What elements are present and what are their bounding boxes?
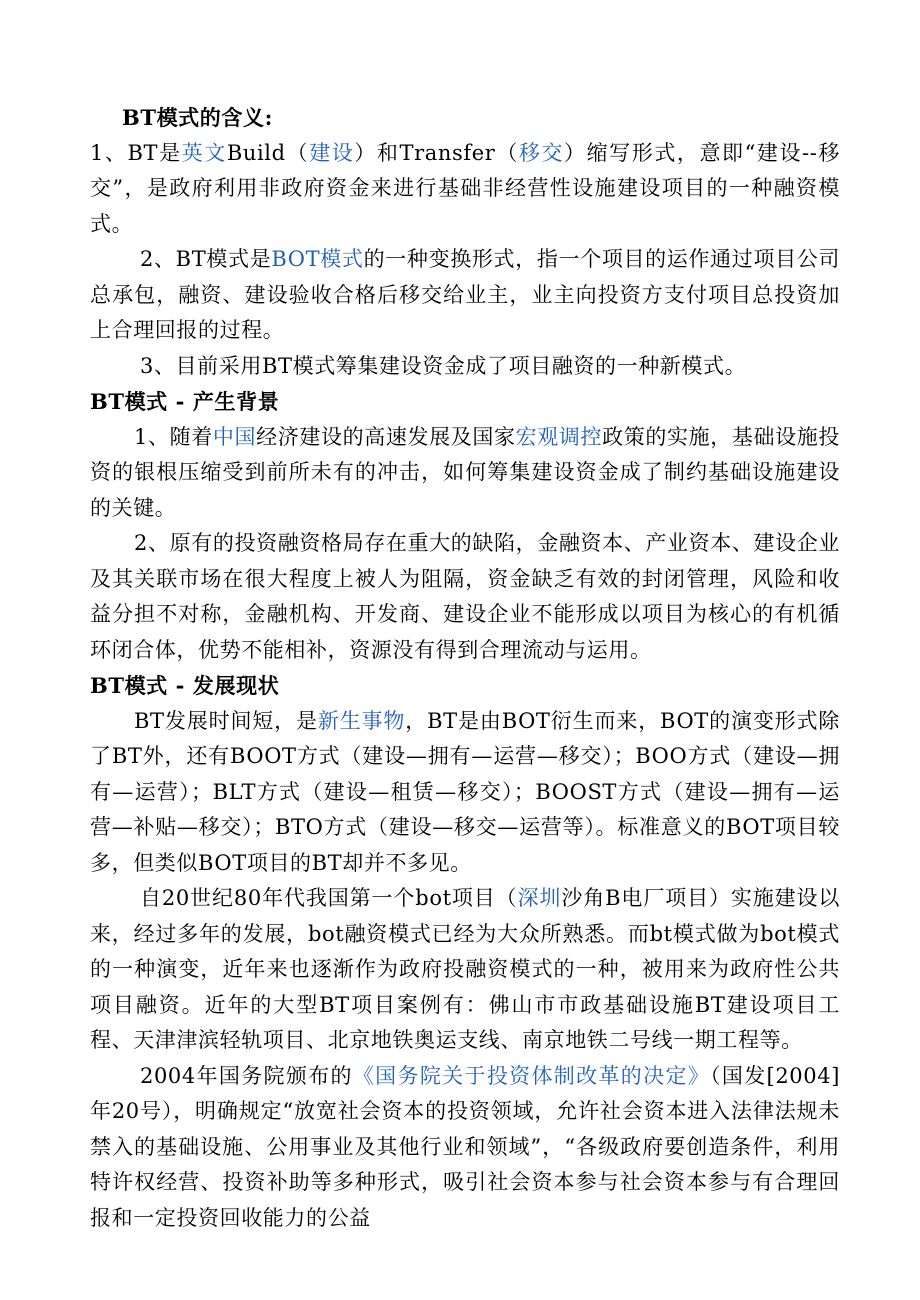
paragraph-meaning-3: 3、目前采用BT模式筹集建设资金成了项目融资的一种新模式。 [140,353,747,378]
document-body [90,100,840,1236]
paragraph-background-1: 1、随着中国经济建设的高速发展及国家宏观调控政策的实施，基础设施投资的银根压缩受到前所未有的冲击，如何筹集建设资金成了制约基础设施建设的关键。 [90,424,841,520]
heading-bt-status: BT模式 - 发展现状 [90,673,280,698]
paragraph-status-1: BT发展时间短，是新生事物，BT是由BOT衍生而来，BOT的演变形式除了BT外，还有BOOT方式（建设—拥有—运营—移交）；BOO方式（建设—拥有—运营）；BLT方式（建设—租赁—移交）；BOOST方式（建设—拥有—运营—补贴—移交）；BTO方式（建设—移交—运营等）。标准意义的BOT项目较多，但类似BOT项目的BT却并不多见。 [90,708,840,875]
link-state-council-decision[interactable]: 《国务院关于投资体制改革的决定》 [352,1063,711,1088]
link-macro-control[interactable]: 宏观调控 [515,424,603,449]
link-english[interactable]: 英文 [181,140,227,165]
paragraph-status-2: 自20世纪80年代我国第一个bot项目（深圳沙角B电厂项目）实施建设以来，经过多年的发展，bot融资模式已经为大众所熟悉。而bt模式做为bot模式的一种演变，近年来也逐渐作为政府投融资模式的一种，被用来为政府性公共项目融资。近年的大型BT项目案例有：佛山市市政基础设施BT建设项目工程、天津津滨轻轨项目、北京地铁奥运支线、南京地铁二号线一期工程等。 [90,886,841,1052]
link-transfer[interactable]: 移交 [518,140,565,165]
link-china[interactable]: 中国 [212,424,257,449]
link-new-thing[interactable]: 新生事物 [317,708,406,733]
heading-bt-meaning: BT模式的含义: [122,105,273,130]
link-shenzhen[interactable]: 深圳 [517,886,562,910]
paragraph-meaning-1: 1、BT是英文Build（建设）和Transfer（移交）缩写形式，意即“建设--移交”，是政府利用非政府资金来进行基础非经营性设施建设项目的一种融资模式。 [90,140,840,236]
paragraph-meaning-2: 2、BT模式是BOT模式的一种变换形式，指一个项目的运作通过项目公司总承包，融资、建设验收合格后移交给业主，业主向投资方支付项目总投资加上合理回报的过程。 [90,247,841,342]
paragraph-status-3: 2004年国务院颁布的《国务院关于投资体制改革的决定》（国发[2004]年20号），明确规定“放宽社会资本的投资领域，允许社会资本进入法律法规未禁入的基础设施、公用事业及其他行业和领域”，“各级政府要创造条件，利用特许权经营、投资补助等多种形式，吸引社会资本参与社会资本参与有合理回报和一定投资回收能力的公益 [90,1063,840,1230]
paragraph-background-2: 2、原有的投资融资格局存在重大的缺陷，金融资本、产业资本、建设企业及其关联市场在很大程度上被人为阻隔，资金缺乏有效的封闭管理，风险和收益分担不对称，金融机构、开发商、建设企业不能形成以项目为核心的有机循环闭合体，优势不能相补，资源没有得到合理流动与运用。 [90,531,840,662]
link-bot-mode[interactable]: BOT模式 [271,247,364,271]
heading-bt-background: BT模式 - 产生背景 [90,389,280,414]
link-build[interactable]: 建设 [309,140,355,165]
